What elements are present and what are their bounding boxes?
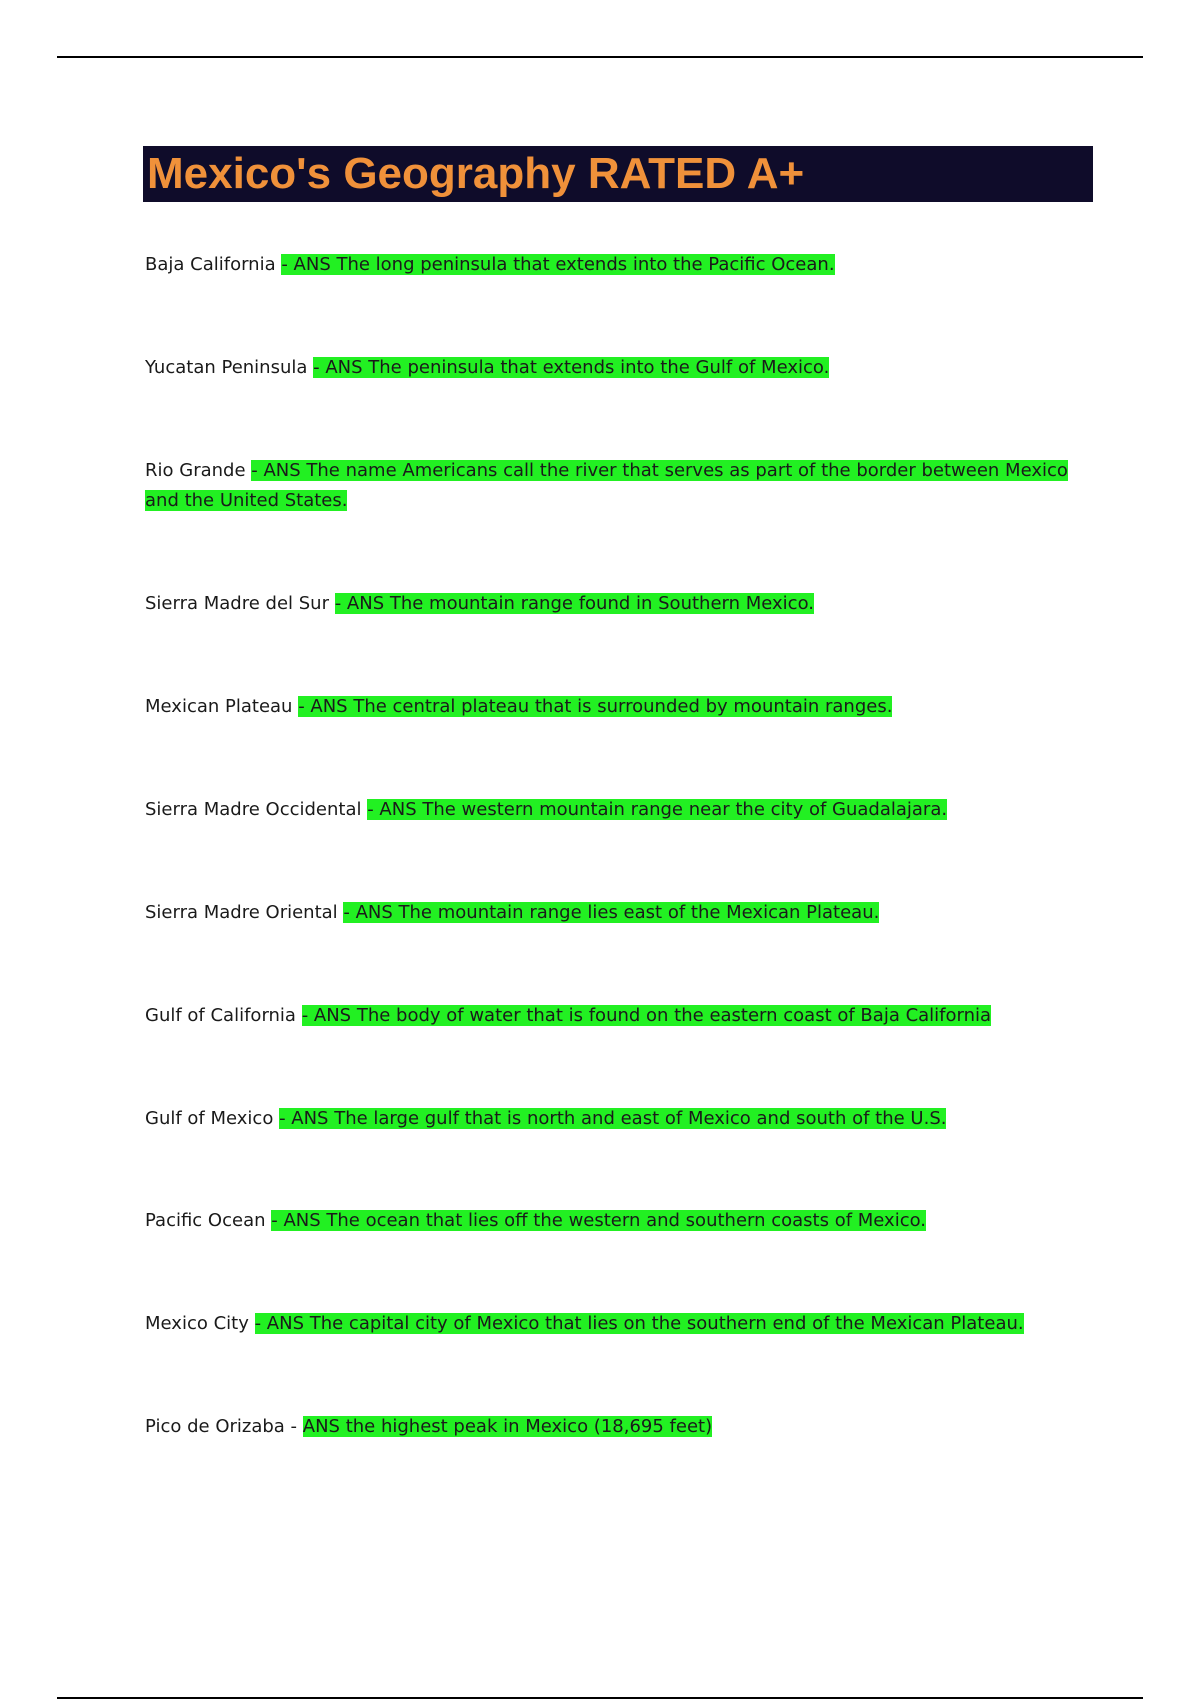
- qa-answer: - ANS The name Americans call the river that serves as part of the border between Mexico and the United States.: [145, 460, 1068, 511]
- qa-item: [145, 589, 1075, 619]
- qa-item: [145, 1001, 1075, 1031]
- qa-term: Mexican Plateau: [145, 696, 299, 717]
- qa-term: Gulf of Mexico: [145, 1108, 280, 1129]
- qa-term: Sierra Madre Occidental: [145, 799, 368, 820]
- qa-item: [145, 692, 1075, 722]
- qa-item: [145, 1412, 1075, 1442]
- qa-item: [145, 250, 1075, 280]
- qa-term: Pico de Orizaba -: [145, 1416, 303, 1437]
- qa-answer: - ANS The long peninsula that extends into the Pacific Ocean.: [281, 254, 835, 275]
- qa-term: Baja California: [145, 254, 282, 275]
- qa-item: [145, 795, 1075, 825]
- qa-answer: - ANS The peninsula that extends into the Gulf of Mexico.: [313, 357, 830, 378]
- qa-answer: ANS the highest peak in Mexico (18,695 feet): [302, 1416, 713, 1437]
- qa-item: [145, 1309, 1075, 1339]
- page-title: Mexico's Geography RATED A+: [147, 149, 805, 198]
- qa-answer: - ANS The mountain range found in Southern Mexico.: [334, 593, 814, 614]
- qa-item: [145, 353, 1075, 383]
- qa-term: Mexico City: [145, 1313, 255, 1334]
- qa-item: [145, 1206, 1075, 1236]
- qa-term: Yucatan Peninsula: [145, 357, 314, 378]
- qa-item: [145, 456, 1075, 516]
- qa-answer: - ANS The mountain range lies east of the Mexican Plateau.: [343, 902, 880, 923]
- qa-answer: - ANS The large gulf that is north and east of Mexico and south of the U.S.: [279, 1108, 947, 1129]
- top-rule: [57, 56, 1143, 58]
- qa-term: Sierra Madre Oriental: [145, 902, 344, 923]
- qa-term: Gulf of California: [145, 1005, 302, 1026]
- qa-term: Rio Grande: [145, 460, 252, 481]
- qa-answer: - ANS The capital city of Mexico that lies on the southern end of the Mexican Plateau.: [254, 1313, 1024, 1334]
- qa-answer: - ANS The central plateau that is surrounded by mountain ranges.: [298, 696, 893, 717]
- qa-item: [145, 1104, 1075, 1134]
- qa-term: Pacific Ocean: [145, 1210, 272, 1231]
- bottom-rule: [57, 1697, 1143, 1699]
- qa-term: Sierra Madre del Sur: [145, 593, 335, 614]
- qa-answer: - ANS The ocean that lies off the western and southern coasts of Mexico.: [271, 1210, 927, 1231]
- title-banner: [143, 146, 1093, 202]
- qa-item: [145, 898, 1075, 928]
- qa-answer: - ANS The body of water that is found on the eastern coast of Baja California: [301, 1005, 992, 1026]
- qa-answer: - ANS The western mountain range near the city of Guadalajara.: [367, 799, 948, 820]
